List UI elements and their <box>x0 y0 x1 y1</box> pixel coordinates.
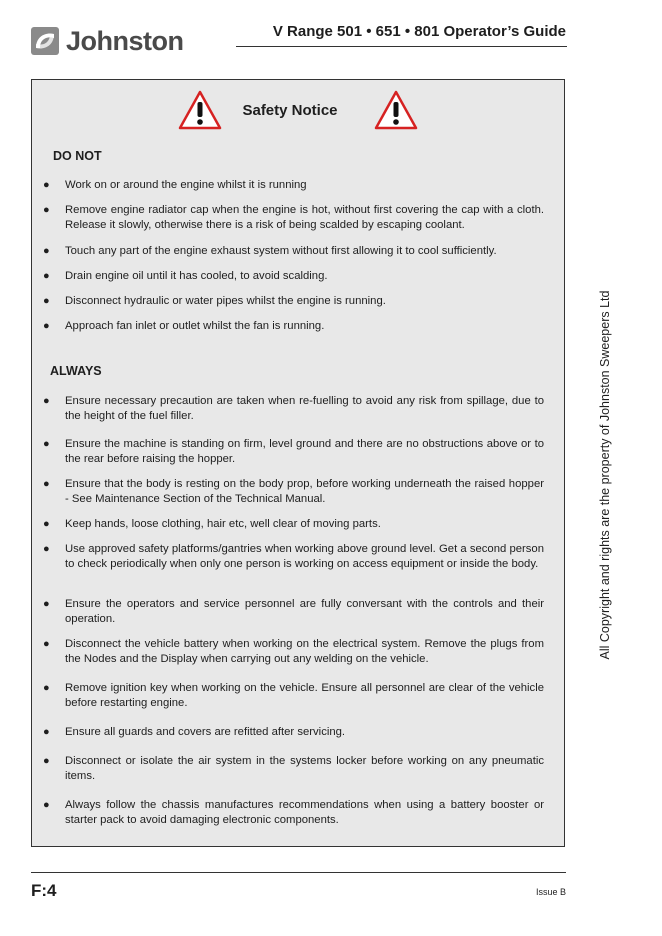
list-item-text: Remove ignition key when working on the vehicle. Ensure all personnel are clear of the vehicle before restarting engine. <box>65 682 544 709</box>
bullet-icon: ● <box>43 518 50 530</box>
bullet-icon: ● <box>43 682 50 694</box>
document-title: V Range 501 • 651 • 801 Operator’s Guide <box>272 23 566 40</box>
list-item <box>42 681 544 711</box>
do-not-list <box>42 178 544 345</box>
list-item-text: Ensure all guards and covers are refitted after servicing. <box>65 726 346 738</box>
list-item <box>42 319 544 334</box>
brand-logo <box>30 24 184 58</box>
do-not-heading: DO NOT <box>53 149 102 163</box>
list-item-text: Ensure that the body is resting on the body prop, before working underneath the raised hopper - See Maintenance Section of the Technical Manual. <box>65 478 544 505</box>
bullet-icon: ● <box>43 395 50 407</box>
always-heading: ALWAYS <box>50 364 102 378</box>
bullet-icon: ● <box>43 726 50 738</box>
list-item-text: Ensure the operators and service personnel are fully conversant with the controls and their operation. <box>65 598 544 625</box>
bullet-icon: ● <box>43 179 50 191</box>
issue-label: Issue B <box>535 887 566 897</box>
bullet-icon: ● <box>43 598 50 610</box>
bullet-icon: ● <box>43 755 50 767</box>
list-item-text: Disconnect the vehicle battery when working on the electrical system. Remove the plugs from the Nodes and the Display when carrying out any welding on the vehicle. <box>65 638 544 665</box>
list-item-text: Always follow the chassis manufactures recommendations when using a battery booster or starter pack to avoid damaging electronic components. <box>65 799 544 826</box>
list-item <box>42 394 544 424</box>
list-item <box>42 542 544 572</box>
warning-triangle-icon <box>178 90 222 130</box>
list-item <box>42 517 544 532</box>
list-item-text: Disconnect hydraulic or water pipes whilst the engine is running. <box>65 295 386 308</box>
footer-divider <box>31 872 566 873</box>
list-item <box>42 294 544 309</box>
bullet-icon: ● <box>43 204 50 217</box>
bullet-icon: ● <box>43 799 50 811</box>
list-item <box>42 477 544 507</box>
list-item <box>42 798 544 828</box>
bullet-icon: ● <box>43 438 50 450</box>
list-item-text: Touch any part of the engine exhaust system without first allowing it to cool sufficiently. <box>65 244 497 257</box>
notice-title: Safety Notice <box>242 101 338 119</box>
list-item-text: Ensure necessary precaution are taken when re-fuelling to avoid any risk from spillage, due to the height of the fuel filler. <box>65 395 544 422</box>
bullet-icon: ● <box>43 478 50 490</box>
safety-notice-box <box>31 79 565 847</box>
list-item <box>42 725 544 740</box>
notice-title-row <box>32 90 564 130</box>
bullet-icon: ● <box>43 638 50 650</box>
list-item-text: Drain engine oil until it has cooled, to avoid scalding. <box>65 269 328 282</box>
brand-name: Johnston <box>66 25 184 56</box>
johnston-logo-icon <box>30 26 60 56</box>
list-item-text: Ensure the machine is standing on firm, level ground and there are no obstructions above or to the rear before raising the hopper. <box>65 438 544 465</box>
list-item <box>42 269 544 284</box>
list-item <box>42 637 544 667</box>
copyright-text: All Copyright and rights are the property of Johnston Sweepers Ltd <box>598 290 612 660</box>
list-item <box>42 203 544 233</box>
bullet-icon: ● <box>43 295 50 308</box>
list-item-text: Use approved safety platforms/gantries when working above ground level. Get a second person to check periodically when only one person is working on access equipment or inside the body. <box>65 543 544 570</box>
list-item-text: Keep hands, loose clothing, hair etc, well clear of moving parts. <box>65 518 381 530</box>
header-divider <box>236 46 567 47</box>
list-item-text: Approach fan inlet or outlet whilst the fan is running. <box>65 320 325 333</box>
list-item <box>42 437 544 467</box>
bullet-icon: ● <box>43 543 50 555</box>
list-item-text: Disconnect or isolate the air system in the systems locker before working on any pneumatic items. <box>65 755 544 782</box>
bullet-icon: ● <box>43 244 50 257</box>
bullet-icon: ● <box>43 269 50 282</box>
page-number: F:4 <box>31 881 57 900</box>
list-item <box>42 178 544 193</box>
list-item-text: Work on or around the engine whilst it is running <box>65 179 307 191</box>
list-item <box>42 597 544 627</box>
list-item <box>42 244 544 259</box>
list-item-text: Remove engine radiator cap when the engine is hot, without first covering the cap with a cloth. Release it slowly, otherwise there is a risk of being scalded by escaping coolant. <box>65 204 544 232</box>
warning-triangle-icon <box>374 90 418 130</box>
list-item <box>42 754 544 784</box>
bullet-icon: ● <box>43 320 50 333</box>
